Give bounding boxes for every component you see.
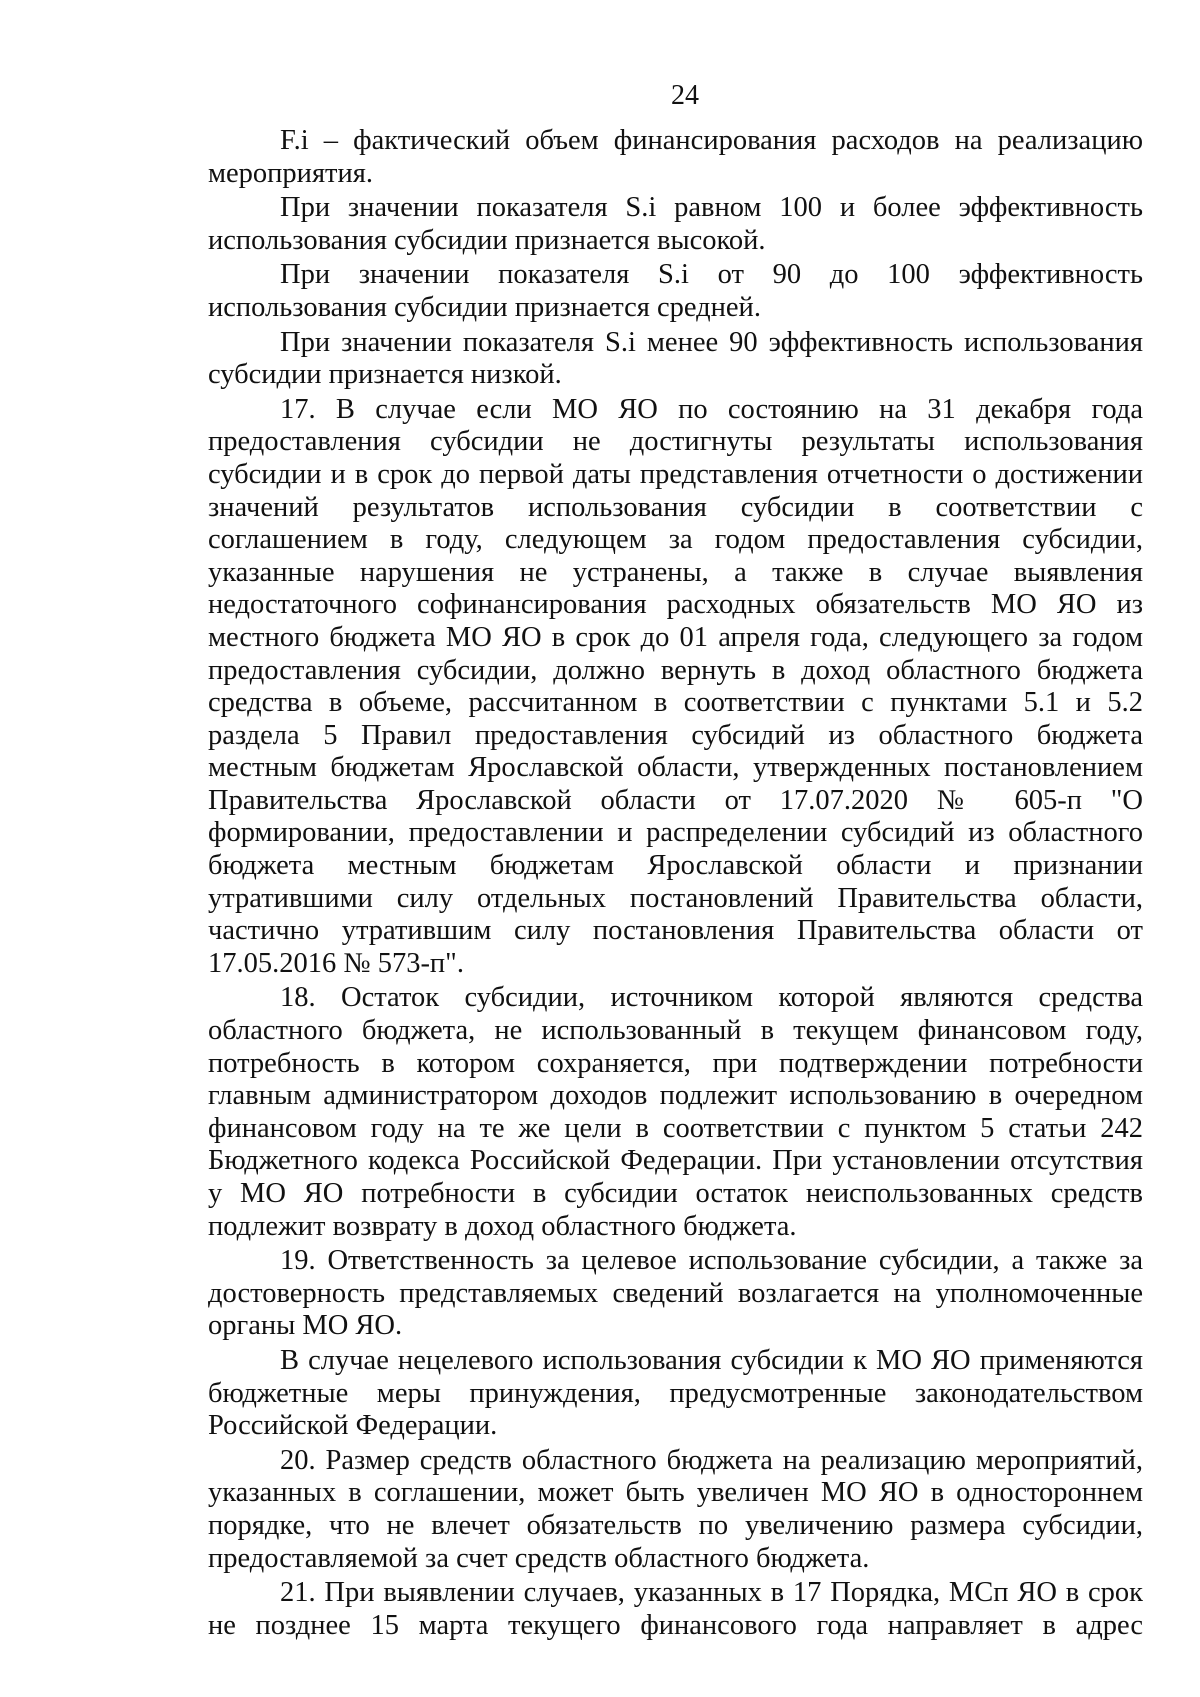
document-body [208, 125, 1143, 1644]
paragraph-efficiency-high: При значении показателя S.i равном 100 и более эффективность использования субсидии признается высокой. [208, 192, 1143, 256]
page-number: 24 [671, 80, 699, 111]
paragraph-efficiency-medium: При значении показателя S.i от 90 до 100 эффективность использования субсидии признается средней. [208, 259, 1143, 323]
paragraph-item-21: 21. При выявлении случаев, указанных в 17 Порядка, МСп ЯО в срок не позднее 15 марта текущего финансового года направляет в адрес [208, 1577, 1143, 1641]
paragraph-item-17: 17. В случае если МО ЯО по состоянию на 31 декабря года предоставления субсидии не достигнуты результаты использования субсидии и в срок до первой даты представления отчетности о достижении значений результатов использования субсидии в соответствии с соглашением в году, следующем за годом предоставления субсидии, указанные нарушения не устранены, а также в случае выявления недостаточного софинансирования расходных обязательств МО ЯО из местного бюджета МО ЯО в срок до 01 апреля года, следующего за годом предоставления субсидии, должно вернуть в доход областного бюджета средства в объеме, рассчитанном в соответствии с пунктами 5.1 и 5.2 раздела 5 Правил предоставления субсидий из областного бюджета местным бюджетам Ярославской области, утвержденных постановлением Правительства Ярославской области от 17.07.2020 № 605-п "О формировании, предоставлении и распределении субсидий из областного бюджета местным бюджетам Ярославской области и признании утратившими силу отдельных постановлений Правительства области, частично утратившим силу постановления Правительства области от 17.05.2016 № 573-п". [208, 393, 1143, 979]
paragraph-item-20: 20. Размер средств областного бюджета на реализацию мероприятий, указанных в соглашении, может быть увеличен МО ЯО в одностороннем порядке, что не влечет обязательств по увеличению размера субсидии, предоставляемой за счет средств областного бюджета. [208, 1444, 1143, 1574]
paragraph-efficiency-low: При значении показателя S.i менее 90 эффективность использования субсидии признается низкой. [208, 326, 1143, 391]
paragraph-item-19: 19. Ответственность за целевое использование субсидии, а также за достоверность представляемых сведений возлагается на уполномоченные органы МО ЯО. [208, 1245, 1143, 1342]
paragraph-misuse-measures: В случае нецелевого использования субсидии к МО ЯО применяются бюджетные меры принуждения, предусмотренные законодательством Российской Федерации. [208, 1344, 1143, 1442]
paragraph-f-i-definition: F.i – фактический объем финансирования расходов на реализацию мероприятия. [208, 125, 1143, 189]
paragraph-item-18: 18. Остаток субсидии, источником которой являются средства областного бюджета, не использованный в текущем финансовом году, потребность в котором сохраняется, при подтверждении потребности главным администратором доходов подлежит использованию в очередном финансовом году на те же цели в соответствии с пунктом 5 статьи 242 Бюджетного кодекса Российской Федерации. При установлении отсутствия у МО ЯО потребности в субсидии остаток неиспользованных средств подлежит возврату в доход областного бюджета. [208, 982, 1143, 1242]
